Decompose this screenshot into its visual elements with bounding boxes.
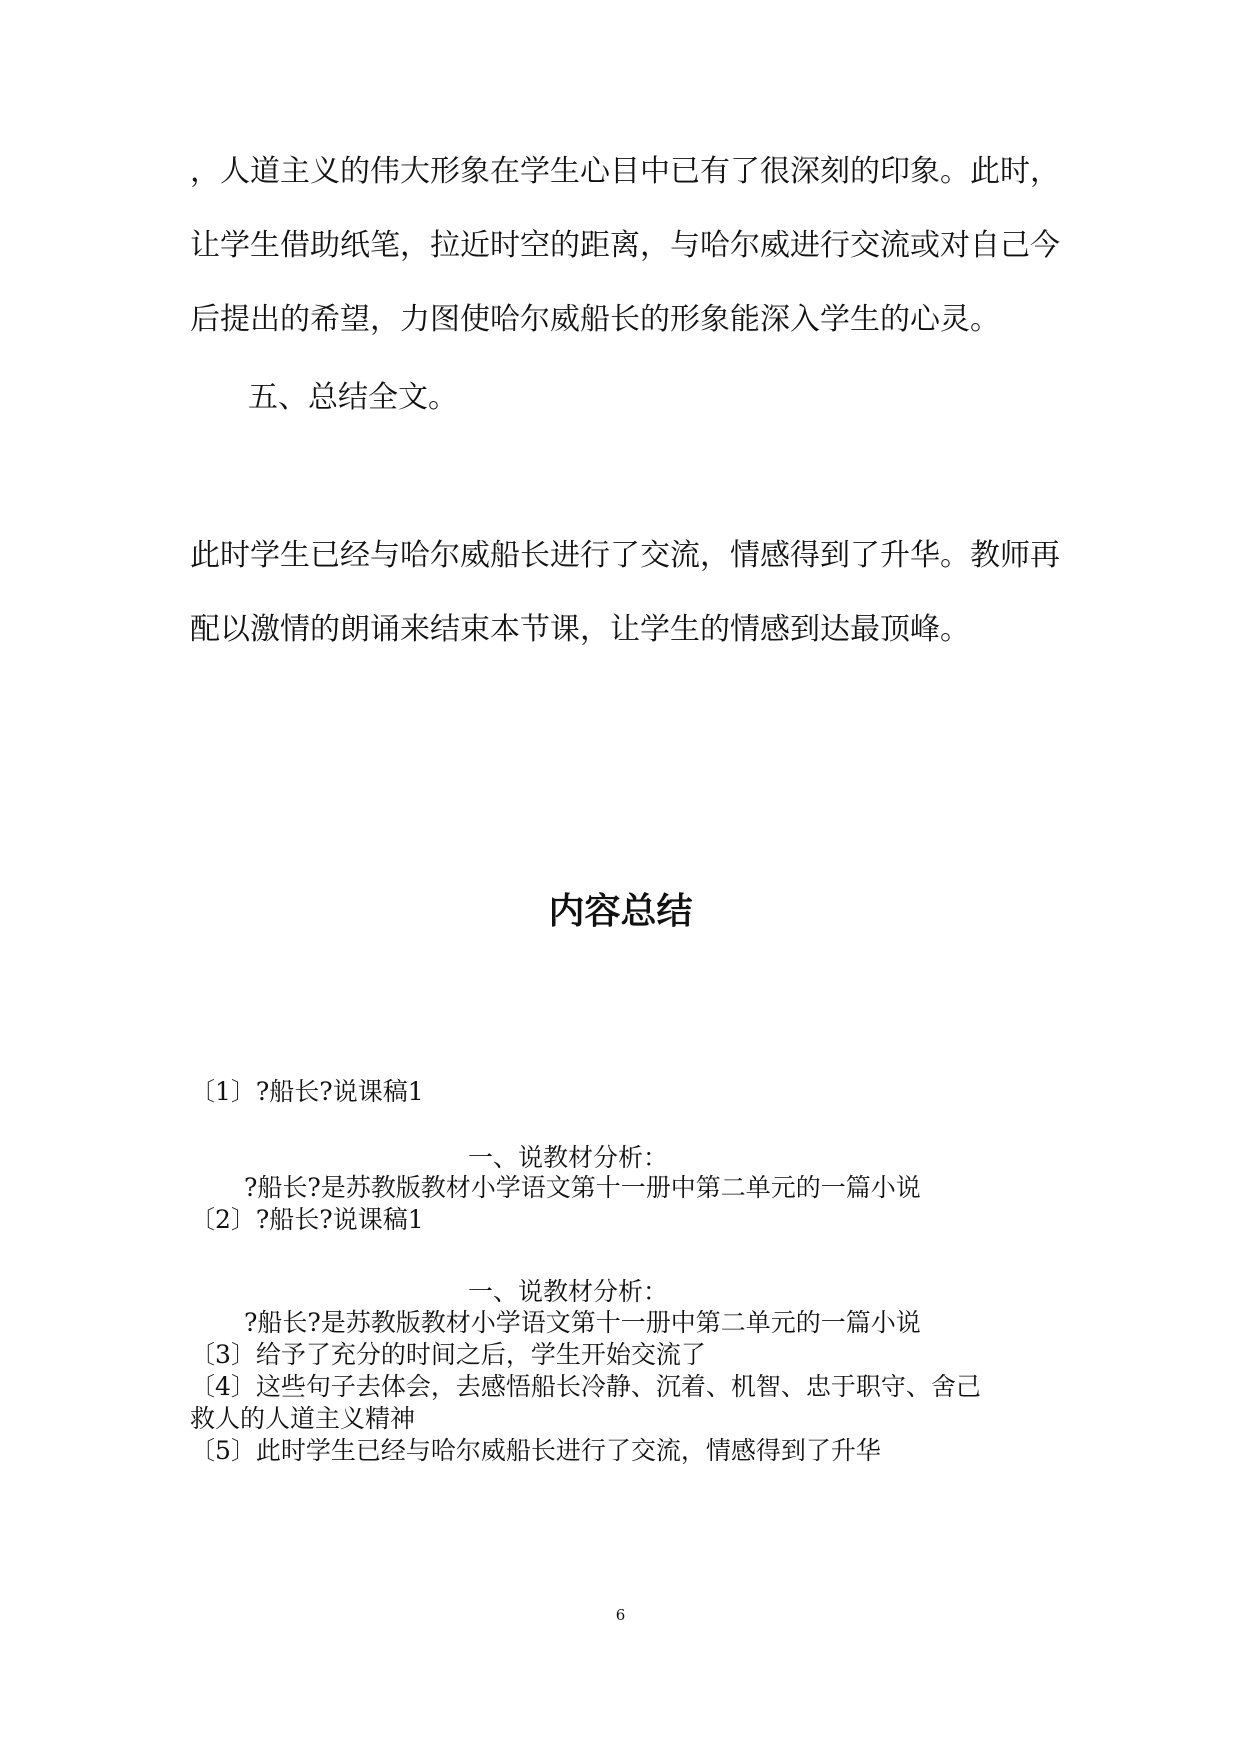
summary-item-4-continued: 救人的人道主义精神 <box>190 1404 416 1433</box>
paragraph-3-line-2: 配以激情的朗诵来结束本节课，让学生的情感到达最顶峰。 <box>190 612 970 647</box>
paragraph-1-line-2: 让学生借助纸笔，拉近时空的距离，与哈尔威进行交流或对自己今 <box>190 228 1060 263</box>
paragraph-3-line-1: 此时学生已经与哈尔威船长进行了交流，情感得到了升华。教师再 <box>190 538 1060 573</box>
summary-item-2-subheading: 一、说教材分析： <box>468 1277 669 1306</box>
paragraph-1-line-1: ，人道主义的伟大形象在学生心目中已有了很深刻的印象。此时， <box>190 154 1060 189</box>
summary-item-3: 〔3〕给予了充分的时间之后，学生开始交流了 <box>190 1340 706 1369</box>
page-number: 6 <box>615 1606 626 1624</box>
section-five-heading: 五、总结全文。 <box>248 380 458 415</box>
summary-title: 内容总结 <box>548 891 693 932</box>
summary-item-2: 〔2〕?船长?说课稿1 <box>190 1205 424 1234</box>
paragraph-1-line-3: 后提出的希望，力图使哈尔威船长的形象能深入学生的心灵。 <box>190 302 1000 337</box>
summary-item-1: 〔1〕?船长?说课稿1 <box>190 1077 424 1106</box>
summary-item-5: 〔5〕此时学生已经与哈尔威船长进行了交流，情感得到了升华 <box>190 1436 881 1465</box>
summary-item-1-text: ?船长?是苏教版教材小学语文第十一册中第二单元的一篇小说 <box>244 1173 921 1202</box>
summary-item-2-text: ?船长?是苏教版教材小学语文第十一册中第二单元的一篇小说 <box>244 1308 921 1337</box>
summary-item-1-subheading: 一、说教材分析： <box>468 1143 669 1172</box>
summary-item-4: 〔4〕这些句子去体会，去感悟船长冷静、沉着、机智、忠于职守、舍己 <box>190 1372 981 1401</box>
